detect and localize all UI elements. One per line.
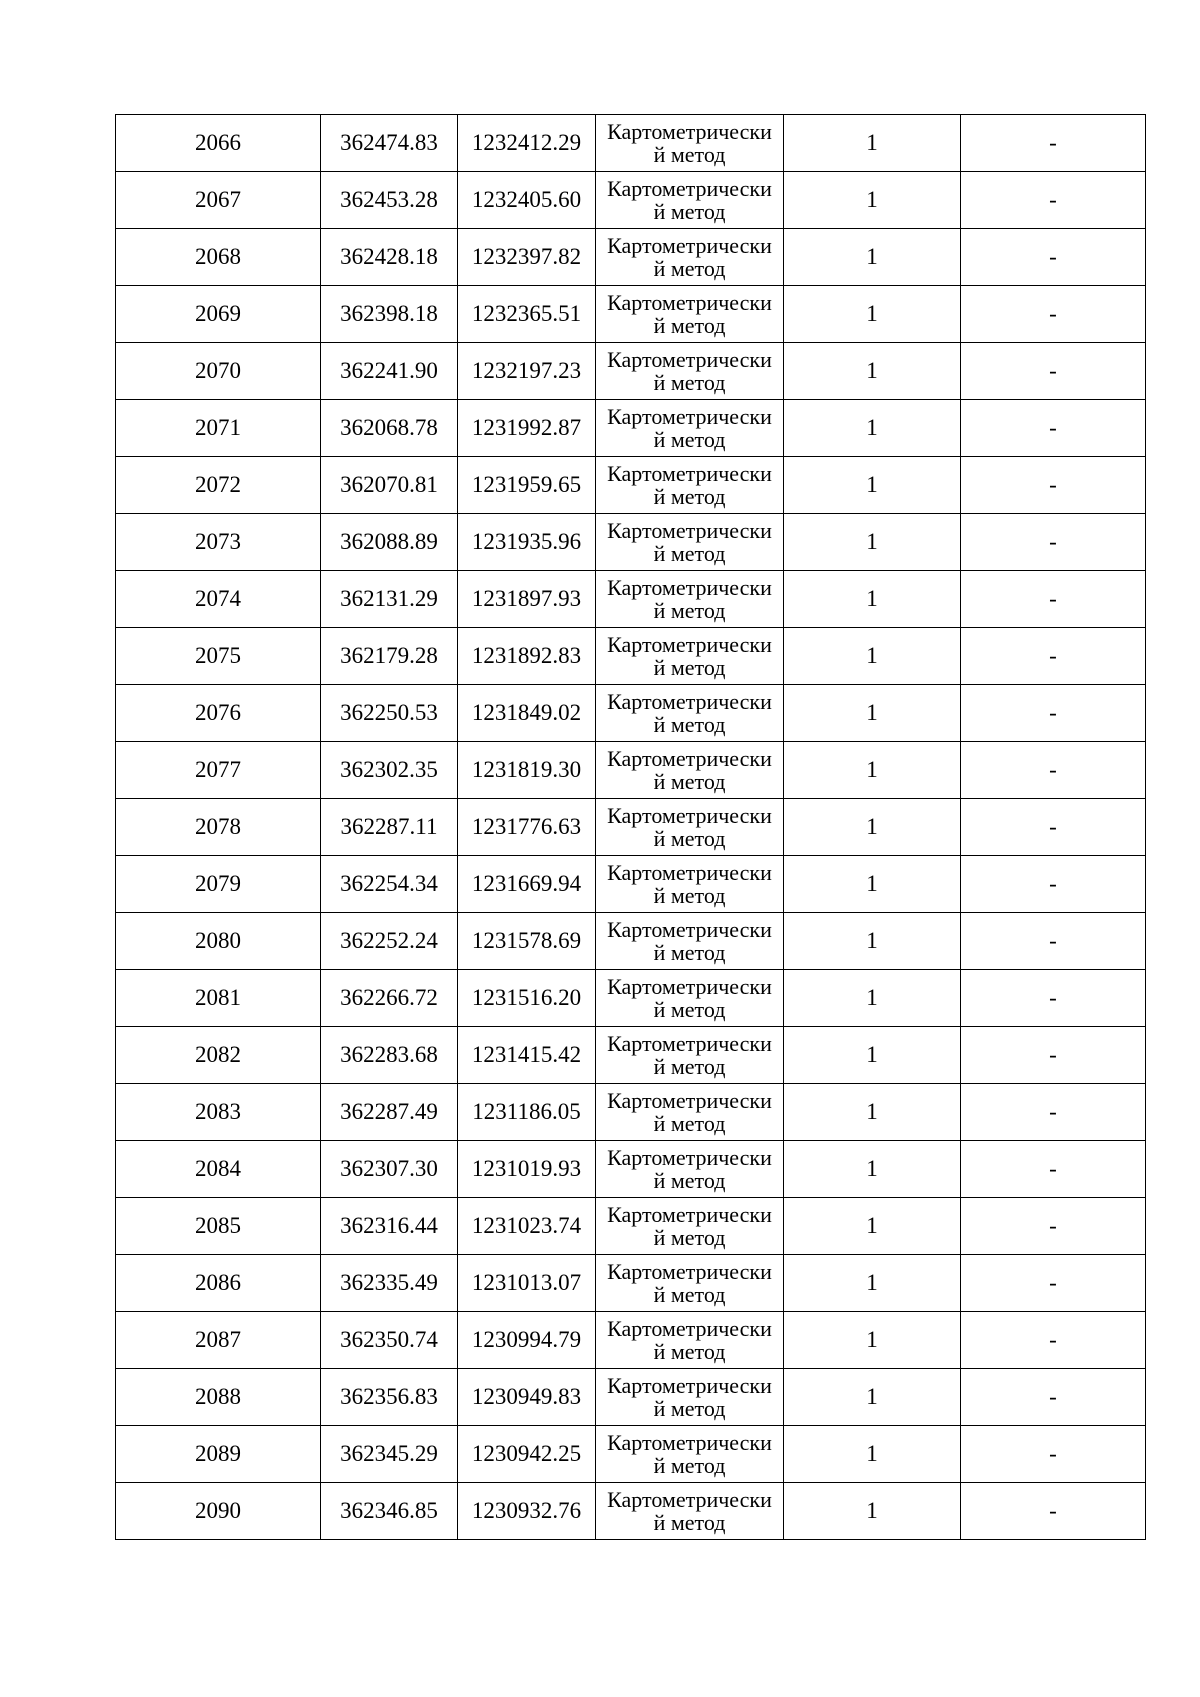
method-line-1: Картометрически <box>607 175 772 201</box>
method-line-2: й метод <box>653 940 726 965</box>
x-coordinate-cell: 362250.53 <box>321 685 458 742</box>
note-cell: - <box>961 571 1146 628</box>
method-cell <box>596 628 784 685</box>
accuracy-cell: 1 <box>784 1369 961 1426</box>
note-cell: - <box>961 742 1146 799</box>
table-row <box>116 1198 1146 1255</box>
y-coordinate-cell: 1231819.30 <box>458 742 596 799</box>
table-row <box>116 1369 1146 1426</box>
table-body <box>116 115 1146 1540</box>
method-line-2: й метод <box>653 598 726 623</box>
accuracy-cell: 1 <box>784 742 961 799</box>
y-coordinate-cell: 1231516.20 <box>458 970 596 1027</box>
method-line-2: й метод <box>653 883 726 908</box>
table-row <box>116 571 1146 628</box>
note-cell: - <box>961 229 1146 286</box>
x-coordinate-cell: 362287.49 <box>321 1084 458 1141</box>
accuracy-cell: 1 <box>784 1483 961 1540</box>
accuracy-cell: 1 <box>784 628 961 685</box>
accuracy-cell: 1 <box>784 286 961 343</box>
point-number-cell: 2066 <box>116 115 321 172</box>
method-line-1: Картометрически <box>607 118 772 144</box>
method-line-2: й метод <box>653 1396 726 1421</box>
method-line-2: й метод <box>653 997 726 1022</box>
method-line-2: й метод <box>653 484 726 509</box>
y-coordinate-cell: 1231186.05 <box>458 1084 596 1141</box>
method-cell <box>596 1483 784 1540</box>
point-number-cell: 2089 <box>116 1426 321 1483</box>
table-row <box>116 286 1146 343</box>
x-coordinate-cell: 362302.35 <box>321 742 458 799</box>
table-row <box>116 457 1146 514</box>
point-number-cell: 2072 <box>116 457 321 514</box>
method-line-2: й метод <box>653 1054 726 1079</box>
table-row <box>116 1426 1146 1483</box>
method-line-1: Картометрически <box>607 403 772 429</box>
method-line-2: й метод <box>653 1168 726 1193</box>
x-coordinate-cell: 362283.68 <box>321 1027 458 1084</box>
note-cell: - <box>961 1312 1146 1369</box>
table-row <box>116 856 1146 913</box>
method-line-1: Картометрически <box>607 916 772 942</box>
method-line-2: й метод <box>653 256 726 281</box>
method-cell <box>596 685 784 742</box>
method-cell <box>596 1198 784 1255</box>
method-line-2: й метод <box>653 769 726 794</box>
note-cell: - <box>961 1141 1146 1198</box>
y-coordinate-cell: 1232405.60 <box>458 172 596 229</box>
accuracy-cell: 1 <box>784 1255 961 1312</box>
coordinates-table <box>115 114 1146 1540</box>
method-line-1: Картометрически <box>607 631 772 657</box>
note-cell: - <box>961 514 1146 571</box>
method-line-1: Картометрически <box>607 574 772 600</box>
accuracy-cell: 1 <box>784 799 961 856</box>
note-cell: - <box>961 115 1146 172</box>
x-coordinate-cell: 362345.29 <box>321 1426 458 1483</box>
note-cell: - <box>961 1483 1146 1540</box>
method-cell <box>596 571 784 628</box>
method-line-2: й метод <box>653 541 726 566</box>
method-cell <box>596 1027 784 1084</box>
method-cell <box>596 913 784 970</box>
point-number-cell: 2086 <box>116 1255 321 1312</box>
y-coordinate-cell: 1231023.74 <box>458 1198 596 1255</box>
method-line-1: Картометрически <box>607 745 772 771</box>
table-row <box>116 1312 1146 1369</box>
x-coordinate-cell: 362070.81 <box>321 457 458 514</box>
method-line-2: й метод <box>653 313 726 338</box>
point-number-cell: 2069 <box>116 286 321 343</box>
point-number-cell: 2075 <box>116 628 321 685</box>
method-line-2: й метод <box>653 826 726 851</box>
method-cell <box>596 1369 784 1426</box>
method-line-1: Картометрически <box>607 1087 772 1113</box>
method-line-2: й метод <box>653 1225 726 1250</box>
x-coordinate-cell: 362287.11 <box>321 799 458 856</box>
y-coordinate-cell: 1230942.25 <box>458 1426 596 1483</box>
y-coordinate-cell: 1230932.76 <box>458 1483 596 1540</box>
note-cell: - <box>961 628 1146 685</box>
method-line-1: Картометрически <box>607 1372 772 1398</box>
y-coordinate-cell: 1232397.82 <box>458 229 596 286</box>
table-row <box>116 1483 1146 1540</box>
y-coordinate-cell: 1231992.87 <box>458 400 596 457</box>
y-coordinate-cell: 1230949.83 <box>458 1369 596 1426</box>
y-coordinate-cell: 1232197.23 <box>458 343 596 400</box>
point-number-cell: 2074 <box>116 571 321 628</box>
method-line-1: Картометрически <box>607 517 772 543</box>
method-line-2: й метод <box>653 1339 726 1364</box>
method-line-2: й метод <box>653 655 726 680</box>
method-line-1: Картометрически <box>607 802 772 828</box>
table-row <box>116 1027 1146 1084</box>
point-number-cell: 2068 <box>116 229 321 286</box>
table-row <box>116 913 1146 970</box>
method-line-1: Картометрически <box>607 289 772 315</box>
method-line-1: Картометрически <box>607 232 772 258</box>
method-line-1: Картометрически <box>607 460 772 486</box>
y-coordinate-cell: 1231935.96 <box>458 514 596 571</box>
y-coordinate-cell: 1231776.63 <box>458 799 596 856</box>
accuracy-cell: 1 <box>784 457 961 514</box>
method-cell <box>596 1312 784 1369</box>
method-line-1: Картометрически <box>607 1258 772 1284</box>
table-row <box>116 1255 1146 1312</box>
x-coordinate-cell: 362398.18 <box>321 286 458 343</box>
accuracy-cell: 1 <box>784 1312 961 1369</box>
note-cell: - <box>961 457 1146 514</box>
table-row <box>116 628 1146 685</box>
table-row <box>116 799 1146 856</box>
method-cell <box>596 400 784 457</box>
point-number-cell: 2078 <box>116 799 321 856</box>
x-coordinate-cell: 362316.44 <box>321 1198 458 1255</box>
method-line-2: й метод <box>653 1453 726 1478</box>
accuracy-cell: 1 <box>784 343 961 400</box>
point-number-cell: 2080 <box>116 913 321 970</box>
note-cell: - <box>961 1198 1146 1255</box>
note-cell: - <box>961 1426 1146 1483</box>
method-cell <box>596 970 784 1027</box>
method-cell <box>596 1255 784 1312</box>
point-number-cell: 2085 <box>116 1198 321 1255</box>
method-line-1: Картометрически <box>607 973 772 999</box>
method-line-1: Картометрически <box>607 1030 772 1056</box>
x-coordinate-cell: 362131.29 <box>321 571 458 628</box>
x-coordinate-cell: 362252.24 <box>321 913 458 970</box>
x-coordinate-cell: 362307.30 <box>321 1141 458 1198</box>
accuracy-cell: 1 <box>784 913 961 970</box>
method-line-1: Картометрически <box>607 1429 772 1455</box>
accuracy-cell: 1 <box>784 514 961 571</box>
table-row <box>116 514 1146 571</box>
method-cell <box>596 1141 784 1198</box>
method-line-1: Картометрически <box>607 1144 772 1170</box>
x-coordinate-cell: 362068.78 <box>321 400 458 457</box>
note-cell: - <box>961 799 1146 856</box>
note-cell: - <box>961 856 1146 913</box>
accuracy-cell: 1 <box>784 229 961 286</box>
table-row <box>116 343 1146 400</box>
note-cell: - <box>961 1084 1146 1141</box>
accuracy-cell: 1 <box>784 685 961 742</box>
note-cell: - <box>961 913 1146 970</box>
method-line-2: й метод <box>653 142 726 167</box>
accuracy-cell: 1 <box>784 1084 961 1141</box>
x-coordinate-cell: 362453.28 <box>321 172 458 229</box>
table-row <box>116 172 1146 229</box>
accuracy-cell: 1 <box>784 172 961 229</box>
method-line-1: Картометрически <box>607 688 772 714</box>
note-cell: - <box>961 286 1146 343</box>
x-coordinate-cell: 362179.28 <box>321 628 458 685</box>
point-number-cell: 2079 <box>116 856 321 913</box>
table-row <box>116 229 1146 286</box>
x-coordinate-cell: 362356.83 <box>321 1369 458 1426</box>
method-cell <box>596 856 784 913</box>
method-cell <box>596 343 784 400</box>
y-coordinate-cell: 1231959.65 <box>458 457 596 514</box>
method-cell <box>596 457 784 514</box>
method-line-2: й метод <box>653 199 726 224</box>
point-number-cell: 2082 <box>116 1027 321 1084</box>
method-line-1: Картометрически <box>607 1315 772 1341</box>
table-row <box>116 685 1146 742</box>
x-coordinate-cell: 362346.85 <box>321 1483 458 1540</box>
x-coordinate-cell: 362254.34 <box>321 856 458 913</box>
x-coordinate-cell: 362350.74 <box>321 1312 458 1369</box>
method-cell <box>596 229 784 286</box>
x-coordinate-cell: 362241.90 <box>321 343 458 400</box>
method-cell <box>596 799 784 856</box>
table-row <box>116 742 1146 799</box>
note-cell: - <box>961 685 1146 742</box>
method-line-1: Картометрически <box>607 346 772 372</box>
method-cell <box>596 115 784 172</box>
method-cell <box>596 172 784 229</box>
accuracy-cell: 1 <box>784 1426 961 1483</box>
accuracy-cell: 1 <box>784 1141 961 1198</box>
accuracy-cell: 1 <box>784 400 961 457</box>
point-number-cell: 2071 <box>116 400 321 457</box>
point-number-cell: 2090 <box>116 1483 321 1540</box>
point-number-cell: 2088 <box>116 1369 321 1426</box>
point-number-cell: 2081 <box>116 970 321 1027</box>
point-number-cell: 2077 <box>116 742 321 799</box>
y-coordinate-cell: 1231892.83 <box>458 628 596 685</box>
y-coordinate-cell: 1232365.51 <box>458 286 596 343</box>
accuracy-cell: 1 <box>784 970 961 1027</box>
y-coordinate-cell: 1231013.07 <box>458 1255 596 1312</box>
table-row <box>116 970 1146 1027</box>
point-number-cell: 2083 <box>116 1084 321 1141</box>
point-number-cell: 2087 <box>116 1312 321 1369</box>
y-coordinate-cell: 1231669.94 <box>458 856 596 913</box>
accuracy-cell: 1 <box>784 115 961 172</box>
note-cell: - <box>961 1369 1146 1426</box>
point-number-cell: 2076 <box>116 685 321 742</box>
x-coordinate-cell: 362474.83 <box>321 115 458 172</box>
y-coordinate-cell: 1232412.29 <box>458 115 596 172</box>
y-coordinate-cell: 1231019.93 <box>458 1141 596 1198</box>
method-line-1: Картометрически <box>607 1486 772 1512</box>
method-line-2: й метод <box>653 427 726 452</box>
note-cell: - <box>961 1255 1146 1312</box>
table-row <box>116 115 1146 172</box>
note-cell: - <box>961 1027 1146 1084</box>
y-coordinate-cell: 1231849.02 <box>458 685 596 742</box>
point-number-cell: 2084 <box>116 1141 321 1198</box>
point-number-cell: 2070 <box>116 343 321 400</box>
accuracy-cell: 1 <box>784 1198 961 1255</box>
method-line-1: Картометрически <box>607 1201 772 1227</box>
method-line-2: й метод <box>653 712 726 737</box>
method-cell <box>596 1426 784 1483</box>
x-coordinate-cell: 362266.72 <box>321 970 458 1027</box>
method-line-2: й метод <box>653 1282 726 1307</box>
table-row <box>116 400 1146 457</box>
point-number-cell: 2073 <box>116 514 321 571</box>
method-cell <box>596 286 784 343</box>
accuracy-cell: 1 <box>784 571 961 628</box>
method-cell <box>596 742 784 799</box>
y-coordinate-cell: 1231897.93 <box>458 571 596 628</box>
accuracy-cell: 1 <box>784 856 961 913</box>
method-line-2: й метод <box>653 1510 726 1535</box>
method-line-2: й метод <box>653 1111 726 1136</box>
method-line-2: й метод <box>653 370 726 395</box>
y-coordinate-cell: 1230994.79 <box>458 1312 596 1369</box>
x-coordinate-cell: 362428.18 <box>321 229 458 286</box>
method-cell <box>596 514 784 571</box>
point-number-cell: 2067 <box>116 172 321 229</box>
x-coordinate-cell: 362335.49 <box>321 1255 458 1312</box>
note-cell: - <box>961 343 1146 400</box>
table-row <box>116 1141 1146 1198</box>
note-cell: - <box>961 400 1146 457</box>
accuracy-cell: 1 <box>784 1027 961 1084</box>
note-cell: - <box>961 970 1146 1027</box>
note-cell: - <box>961 172 1146 229</box>
y-coordinate-cell: 1231415.42 <box>458 1027 596 1084</box>
table-row <box>116 1084 1146 1141</box>
y-coordinate-cell: 1231578.69 <box>458 913 596 970</box>
method-cell <box>596 1084 784 1141</box>
x-coordinate-cell: 362088.89 <box>321 514 458 571</box>
method-line-1: Картометрически <box>607 859 772 885</box>
